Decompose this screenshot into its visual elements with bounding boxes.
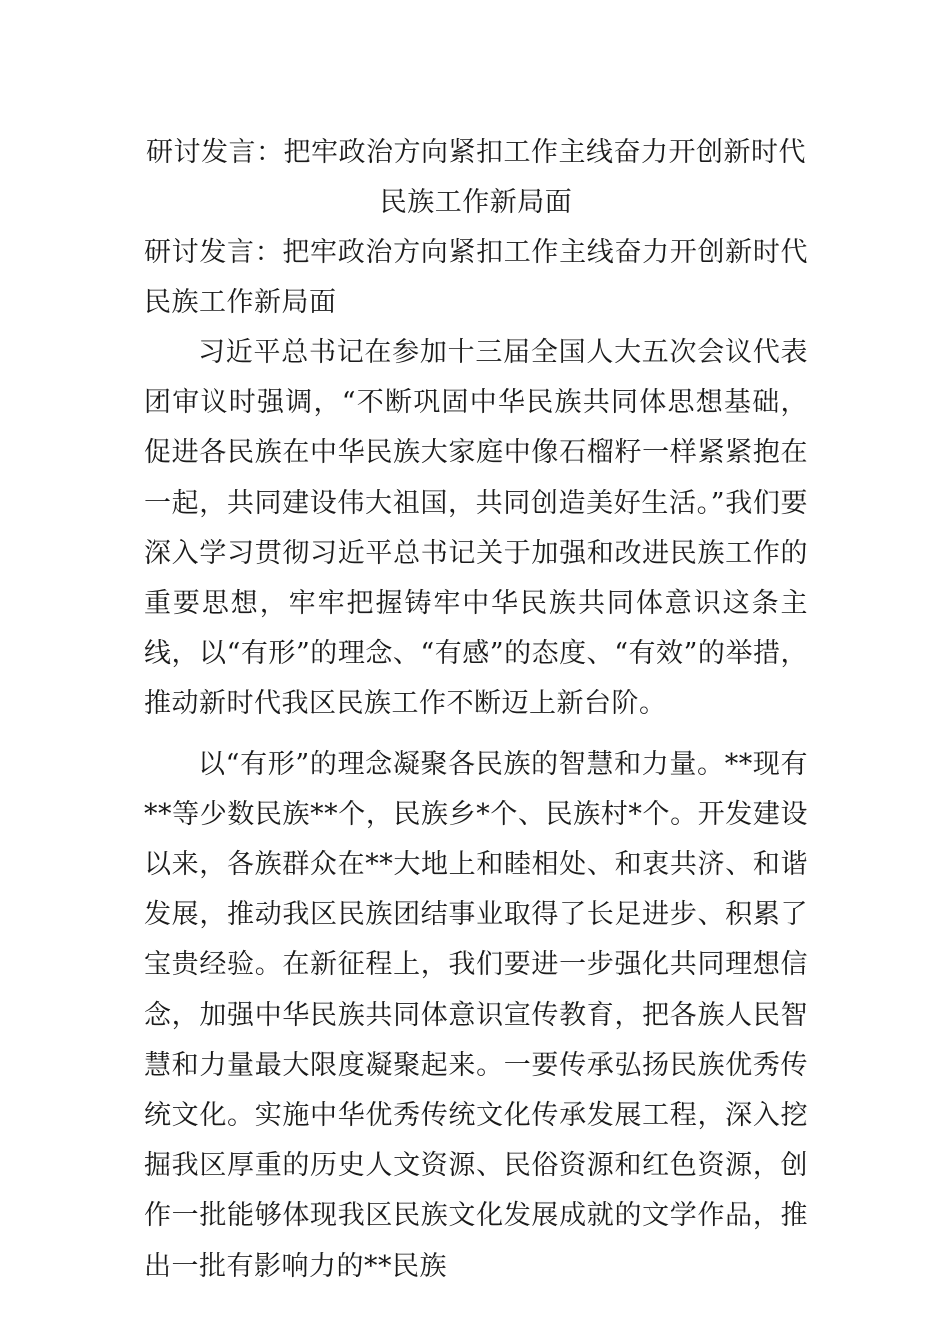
paragraph-tangible: 以“有形”的理念凝聚各民族的智慧和力量。**现有**等少数民族**个，民族乡*个、民族村*个。开发建设以来，各族群众在**大地上和睦相处、和衷共济、和谐发展，推动我区民族团结事业取得了长足进步、积累了宝贵经验。在新征程上，我们要进一步强化共同理想信念，加强中华民族共同体意识宣传教育，把各族人民智慧和力量最大限度凝聚起来。一要传承弘扬民族优秀传统文化。实施中华优秀传统文化传承发展工程，深入挖掘我区厚重的历史人文资源、民俗资源和红色资源，创作一批能够体现我区民族文化发展成就的文学作品，推出一批有影响力的**民族	[144, 748, 808, 1282]
document-body	[144, 128, 808, 1292]
paragraph-gap	[144, 730, 808, 740]
document-subtitle: 研讨发言：把牢政治方向紧扣工作主线奋力开创新时代民族工作新局面	[144, 237, 808, 318]
paragraph-intro: 习近平总书记在参加十三届全国人大五次会议代表团审议时强调，“不断巩固中华民族共同体思想基础，促进各民族在中华民族大家庭中像石榴籽一样紧紧抱在一起，共同建设伟大祖国，共同创造美好生活。”我们要深入学习贯彻习近平总书记关于加强和改进民族工作的重要思想，牢牢把握铸牢中华民族共同体意识这条主线，以“有形”的理念、“有感”的态度、“有效”的举措，推动新时代我区民族工作不断迈上新台阶。	[144, 337, 808, 720]
document-title: 研讨发言：把牢政治方向紧扣工作主线奋力开创新时代民族工作新局面	[146, 137, 806, 218]
